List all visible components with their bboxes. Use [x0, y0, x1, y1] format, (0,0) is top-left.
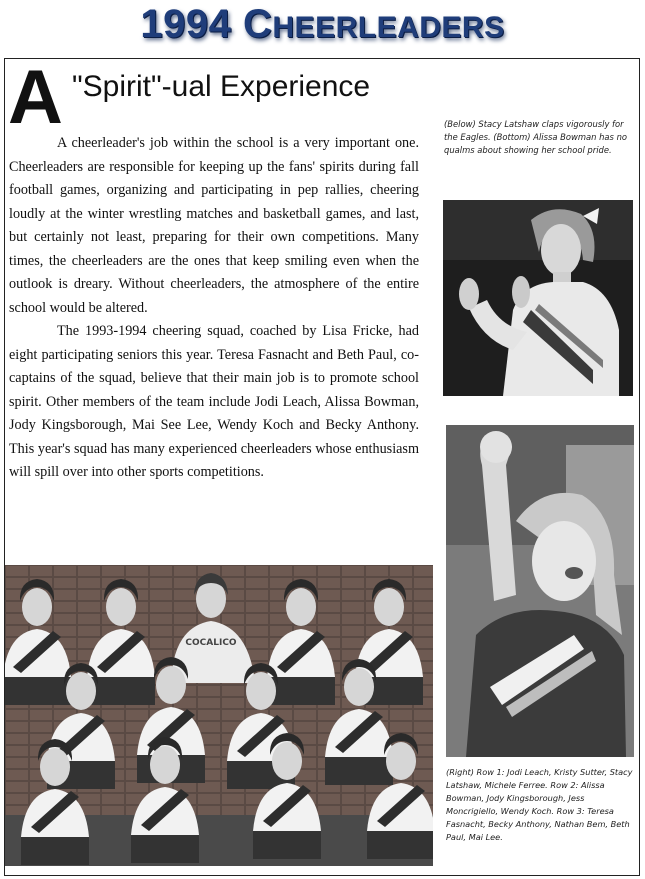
photo-squad-art: [5, 565, 433, 866]
photo-stacy-clapping: [443, 200, 633, 396]
banner-title: [140, 2, 504, 47]
banner-rest: HEERLEADERS: [272, 11, 505, 44]
article-paragraph-1: A cheerleader's job within the school is a very important one. Cheerleaders are responsible for keeping up the fans' spirits during fall football games, organizing and participating in pep rallies, cheering loudly at the winter wrestling matches and basketball games, and last, but certainly not least, preparing for their own competitions. Many times, the cheerleaders are the ones that keep smiling even when the outlook is dreary. Without cheerleaders, the atmosphere of the entire school would be altered.: [9, 135, 419, 316]
caption-top: (Below) Stacy Latshaw claps vigorously for the Eagles. (Bottom) Alissa Bowman has no qualms about showing her school pride.: [444, 119, 628, 155]
sweatshirt-text: COCALICO: [185, 638, 237, 648]
caption-bottom: (Right) Row 1: Jodi Leach, Kristy Sutter, Stacy Latshaw, Michele Ferree. Row 2: Alissa Bowman, Jody Kingsborough, Jess Moncrigiello, Wendy Koch. Row 3: Teresa Fasnacht, Becky Anthony, Nathan Bem, Beth Paul, Mai Lee.: [446, 767, 633, 842]
photo-alissa-cheering: [446, 425, 634, 757]
photo-alissa-art: [446, 425, 634, 757]
photo-stacy-art: [443, 200, 633, 396]
banner-initial: C: [243, 2, 273, 46]
photo-squad-group: [5, 565, 433, 866]
article-paragraph-2: The 1993-1994 cheering squad, coached by Lisa Fricke, had eight participating seniors this year. Teresa Fasnacht and Beth Paul, co-captains of the squad, believe that their main job is to promote school spirit. Other members of the team include Jodi Leach, Alissa Bowman, Jody Kingsborough, Mai See Lee, Wendy Koch and Becky Anthony. This year's squad has many experienced cheerleaders whose enthusiasm will spill over into other sports competitions.: [9, 323, 419, 480]
page-banner: [0, 0, 645, 58]
banner-year: 1994: [140, 2, 232, 46]
headline: "Spirit"-ual Experience: [72, 70, 371, 103]
article-body: [9, 132, 419, 485]
headline-dropcap: A: [8, 55, 63, 140]
